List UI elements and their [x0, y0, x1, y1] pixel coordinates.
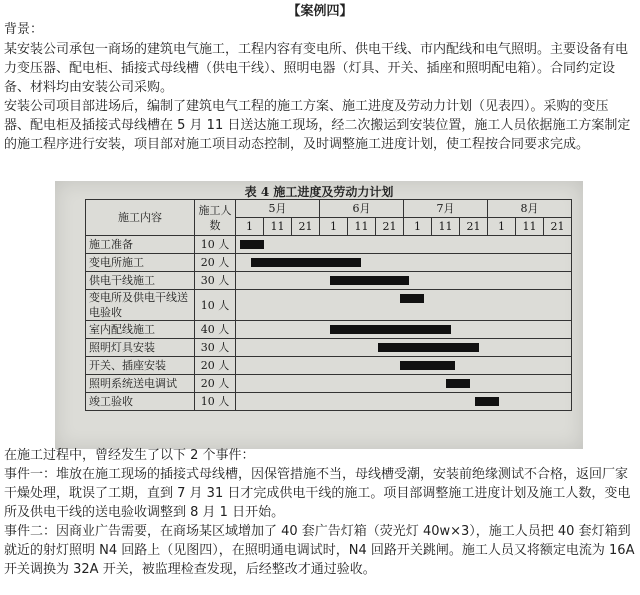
- schedule-bar: [378, 343, 479, 352]
- timeline-cell: [236, 357, 572, 375]
- worker-count: 20 人: [195, 375, 236, 393]
- table-row: [86, 375, 572, 393]
- task-name: 开关、插座安装: [86, 357, 195, 375]
- worker-count: 40 人: [195, 321, 236, 339]
- timeline-cell: [236, 321, 572, 339]
- task-name: 变电所及供电干线送电验收: [86, 290, 195, 321]
- table-row: [86, 236, 572, 254]
- events-intro: 在施工过程中，曾经发生了以下 2 个事件：: [4, 448, 255, 463]
- table-row: [86, 254, 572, 272]
- month-header: 8月: [488, 200, 572, 218]
- day-header: 1: [236, 218, 264, 236]
- timeline-cell: [236, 393, 572, 411]
- task-name: 照明系统送电调试: [86, 375, 195, 393]
- task-name: 供电干线施工: [86, 272, 195, 290]
- table-row: [86, 357, 572, 375]
- day-header: 11: [264, 218, 292, 236]
- schedule-bar: [251, 258, 361, 267]
- schedule-bar: [330, 325, 451, 334]
- schedule-table: [85, 199, 572, 411]
- day-header: 11: [432, 218, 460, 236]
- day-header: 21: [460, 218, 488, 236]
- table-title: 表 4 施工进度及劳动力计划: [244, 185, 394, 199]
- day-header: 21: [292, 218, 320, 236]
- worker-count: 10 人: [195, 236, 236, 254]
- schedule-bar: [330, 276, 409, 285]
- task-name: 施工准备: [86, 236, 195, 254]
- schedule-bar: [400, 294, 424, 303]
- schedule-bar: [475, 397, 499, 406]
- task-name: 竣工验收: [86, 393, 195, 411]
- day-header: 21: [376, 218, 404, 236]
- timeline-cell: [236, 339, 572, 357]
- timeline-cell: [236, 236, 572, 254]
- table-row: [86, 393, 572, 411]
- timeline-cell: [236, 290, 572, 321]
- month-header: 7月: [404, 200, 488, 218]
- day-header: 21: [544, 218, 572, 236]
- worker-count: 30 人: [195, 339, 236, 357]
- day-header: 1: [404, 218, 432, 236]
- event-two: 事件二：因商业广告需要，在商场某区域增加了 40 套广告灯箱（荧光灯 40w×3），施工人员把 40 套灯箱到就近的射灯照明 N4 回路上（见图四），在照明通电调试时，N4 回路开关跳闸。施工人员又将额定电流为 16A 开关调换为 32A 开关，被监理检查发现，后经整改才通过验收。: [4, 524, 635, 577]
- table-row: [86, 321, 572, 339]
- table-row: [86, 339, 572, 357]
- event-one: 事件一：堆放在施工现场的插接式母线槽，因保管措施不当，母线槽受潮，安装前绝缘测试不合格，返回厂家干燥处理，耽误了工期，直到 7 月 31 日才完成供电干线的施工。项目部调整施工进度计划及施工人数，变电所及供电干线的送电验收调整到 8 月 1 日开始。: [4, 467, 631, 520]
- events-section: [4, 446, 636, 579]
- day-header: 11: [516, 218, 544, 236]
- timeline-cell: [236, 254, 572, 272]
- task-name: 室内配线施工: [86, 321, 195, 339]
- schedule-bar: [446, 379, 470, 388]
- task-name: 变电所施工: [86, 254, 195, 272]
- paragraph-project-scope: 某安装公司承包一商场的建筑电气施工，工程内容有变电所、供电干线、市内配线和电气照明。主要设备有电力变压器、配电柜、插接式母线槽（供电干线）、照明电器（灯具、开关、插座和照明配电箱）。合同约定设备、材料均由安装公司采购。: [4, 42, 629, 95]
- worker-count: 10 人: [195, 393, 236, 411]
- day-header: 1: [320, 218, 348, 236]
- day-header: 11: [348, 218, 376, 236]
- month-header: 5月: [236, 200, 320, 218]
- case-heading: 【案例四】: [287, 4, 353, 19]
- background-label: 背景：: [4, 22, 44, 37]
- worker-count: 10 人: [195, 290, 236, 321]
- schedule-bar: [240, 240, 264, 249]
- worker-count: 30 人: [195, 272, 236, 290]
- paragraph-construction-plan: 安装公司项目部进场后，编制了建筑电气工程的施工方案、施工进度及劳动力计划（见表四）。采购的变压器、配电柜及插接式母线槽在 5 月 11 日送达施工现场，经二次搬运到安装位置，施工人员依据施工方案制定的施工程序进行安装，项目部对施工项目动态控制，及时调整施工进度计划，使工程按合同要求完成。: [4, 99, 631, 152]
- worker-count: 20 人: [195, 357, 236, 375]
- task-name: 照明灯具安装: [86, 339, 195, 357]
- table-row: [86, 272, 572, 290]
- schedule-bar: [400, 361, 455, 370]
- schedule-table-photo: [55, 181, 583, 449]
- timeline-cell: [236, 272, 572, 290]
- month-header: 6月: [320, 200, 404, 218]
- col-header-task: 施工内容: [86, 200, 195, 236]
- table-row: [86, 290, 572, 321]
- day-header: 1: [488, 218, 516, 236]
- col-header-workers: 施工人数: [195, 200, 236, 236]
- worker-count: 20 人: [195, 254, 236, 272]
- timeline-cell: [236, 375, 572, 393]
